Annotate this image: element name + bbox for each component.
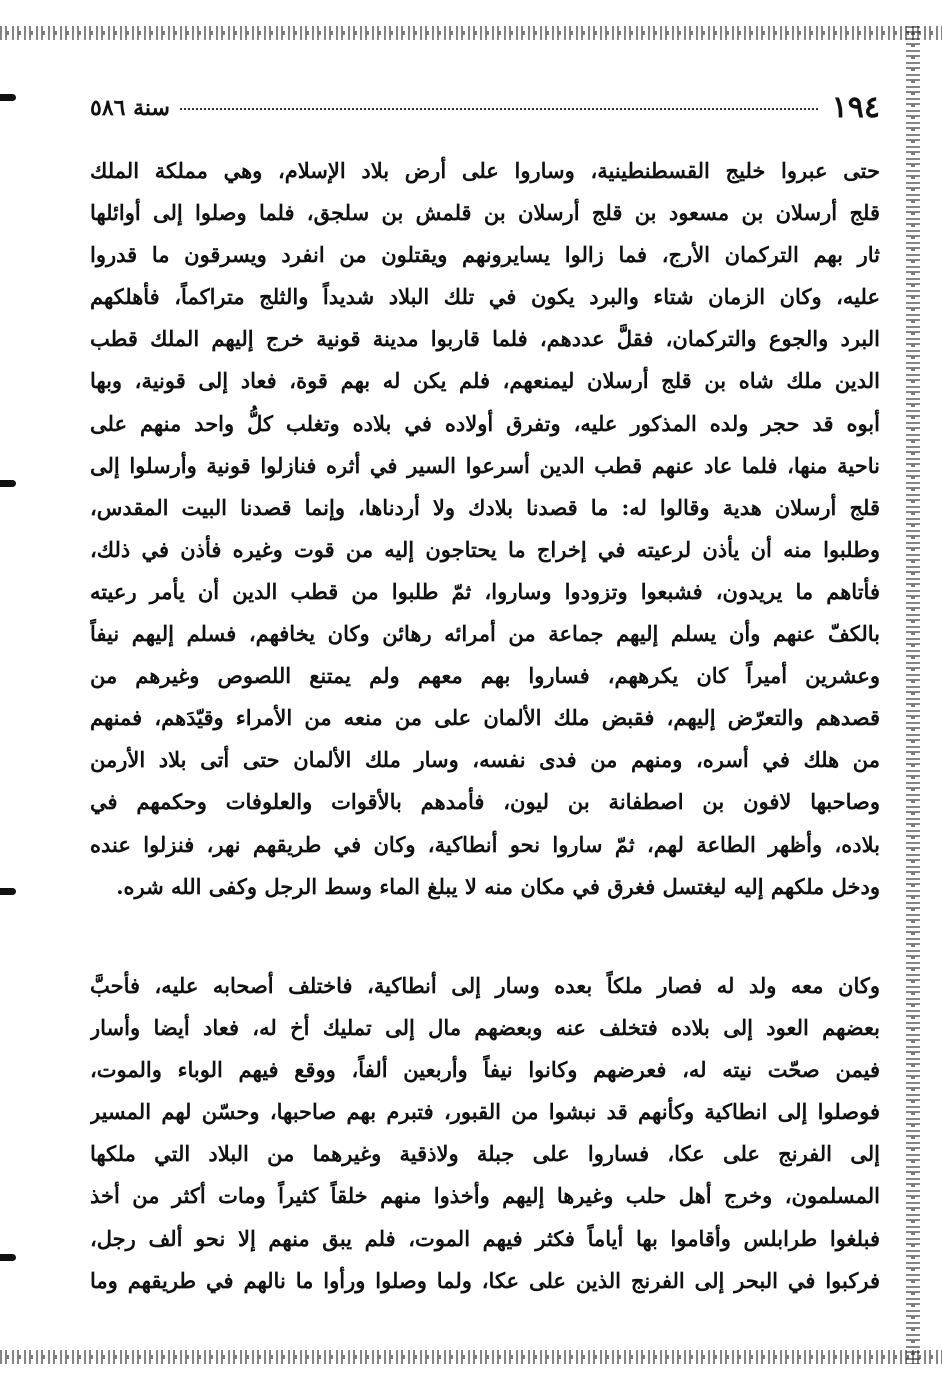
text-line: إلى الفرنج على عكا، فساروا على جبلة ولاذقية وغيرهما من البلاد التي ملكها [90, 1141, 880, 1167]
text-line: بالكفّ عنهم وأن يسلم إليهم جماعة من أمرائه رهائن وكان يخافهم، فسلم إليهم نيفاً [90, 621, 880, 647]
text-line: من هلك في أسره، ومنهم من فدى نفسه، وسار ملك الألمان حتى أتى بلاد الأرمن [90, 747, 880, 773]
header-dotted-rule [180, 108, 818, 110]
text-line: قصدهم والتعرّض إليهم، فقبض ملك الألمان على من منعه من الأمراء وقيّدَهم، فمنهم [90, 705, 880, 731]
decorative-border-bottom [0, 1350, 942, 1364]
text-line: حتى عبروا خليج القسطنطينية، وساروا على أرض بلاد الإسلام، وهي مملكة الملك [90, 158, 880, 183]
binding-mark [0, 1254, 16, 1261]
decorative-border-top [0, 26, 942, 40]
page-header [90, 88, 880, 128]
text-line: قلج أرسلان بن مسعود بن قلج أرسلان بن قلمش بن سلجق، فلما وصلوا إلى أوائلها [90, 200, 880, 226]
paragraph-2 [90, 965, 880, 1302]
text-line: فأتاهم ما يريدون، فشبعوا وتزودوا وساروا، ثمّ طلبوا من قطب الدين أن يأمر رعيته [90, 578, 880, 604]
text-line: فركبوا في البحر إلى الفرنج الذين على عكا، ولما وصلوا ورأوا ما نالهم في طريقهم وما [90, 1267, 880, 1293]
text-line: ودخل ملكهم إليه ليغتسل فغرق في مكان منه لا يبلغ الماء وسط الرجل وكفى الله شره. [116, 873, 880, 899]
binding-mark [0, 888, 16, 895]
text-line: وعشرين أميراً كان يكرههم، فساروا بهم معهم ولم يمتنع اللصوص وغيرهم من [90, 663, 880, 689]
text-line: وكان معه ولد له فصار ملكاً بعده وسار إلى أنطاكية، فاختلف أصحابه عليه، فأحبَّ [90, 973, 880, 998]
text-line: فيمن صحّت نيته له، فعرضهم وكانوا نيفاً وأربعين ألفاً، ووقع فيهم الوباء والموت، [90, 1057, 880, 1083]
binding-mark [0, 94, 16, 101]
text-line: قلج أرسلان هدية وقالوا له: ما قصدنا بلادك ولا أردناها، وإنما قصدنا البيت المقدس، [90, 494, 880, 520]
text-line: المسلمون، وخرج أهل حلب وغيرها إليهم وأخذوا منهم خلقاً كثيراً ومات أكثر من أخذ [90, 1183, 880, 1209]
text-line: ناحية منها، فلما عاد عنهم قطب الدين أسرعوا السير في أثره فنازلوا قونية وأرسلوا إلى [90, 452, 880, 478]
page-number: ١٩٤ [831, 90, 880, 125]
paragraph-1 [90, 150, 880, 908]
text-line: عليه، وكان الزمان شتاء والبرد يكون في تلك البلاد شديداً والثلج متراكماً، فأهلكهم [90, 284, 880, 310]
text-line: الدين ملك شاه بن قلج أرسلان ليمنعهم، فلم يكن له بهم قوة، فعاد إلى قونية، وبها [90, 368, 880, 394]
text-line: أبوه قد حجر ولده المذكور عليه، وتفرق أولاده في بلاده وتغلب كلُّ واحد منهم على [90, 410, 880, 436]
text-line: فبلغوا طرابلس وأقاموا بها أياماً فكثر فيهم الموت، فلم يبق منهم إلا نحو ألف رجل، [90, 1225, 880, 1251]
binding-mark [0, 480, 16, 487]
running-head-year: سنة ٥٨٦ [90, 95, 170, 121]
text-line: فوصلوا إلى انطاكية وكأنهم قد نبشوا من القبور، فتبرم بهم صاحبها، وحسّن لهم المسير [90, 1099, 880, 1125]
text-line: بعضهم العود إلى بلاده فتخلف عنه وبعضهم مال إلى تمليك أخ له، فعاد أيضا وأسار [90, 1015, 880, 1041]
decorative-border-right [906, 26, 920, 1364]
text-line: وصاحبها لافون بن اصطفانة بن ليون، فأمدهم بالأقوات والعلوفات وحكمهم في [90, 789, 880, 815]
text-line: بلاده، وأظهر الطاعة لهم، ثمّ ساروا نحو أنطاكية، وكان في طريقهم نهر، فنزلوا عنده [90, 831, 880, 857]
text-line: ثار بهم التركمان الأرج، فما زالوا يسايرونهم ويقتلون من انفرد ويسرقون ما قدروا [90, 242, 880, 268]
text-line: وطلبوا منه أن يأذن لرعيته في إخراج ما يحتاجون إليه من قوت وغيره فأذن في ذلك، [90, 536, 880, 562]
text-line: البرد والجوع والتركمان، فقلَّ عددهم، فلما قاربوا مدينة قونية خرج إليهم الملك قطب [90, 326, 880, 352]
